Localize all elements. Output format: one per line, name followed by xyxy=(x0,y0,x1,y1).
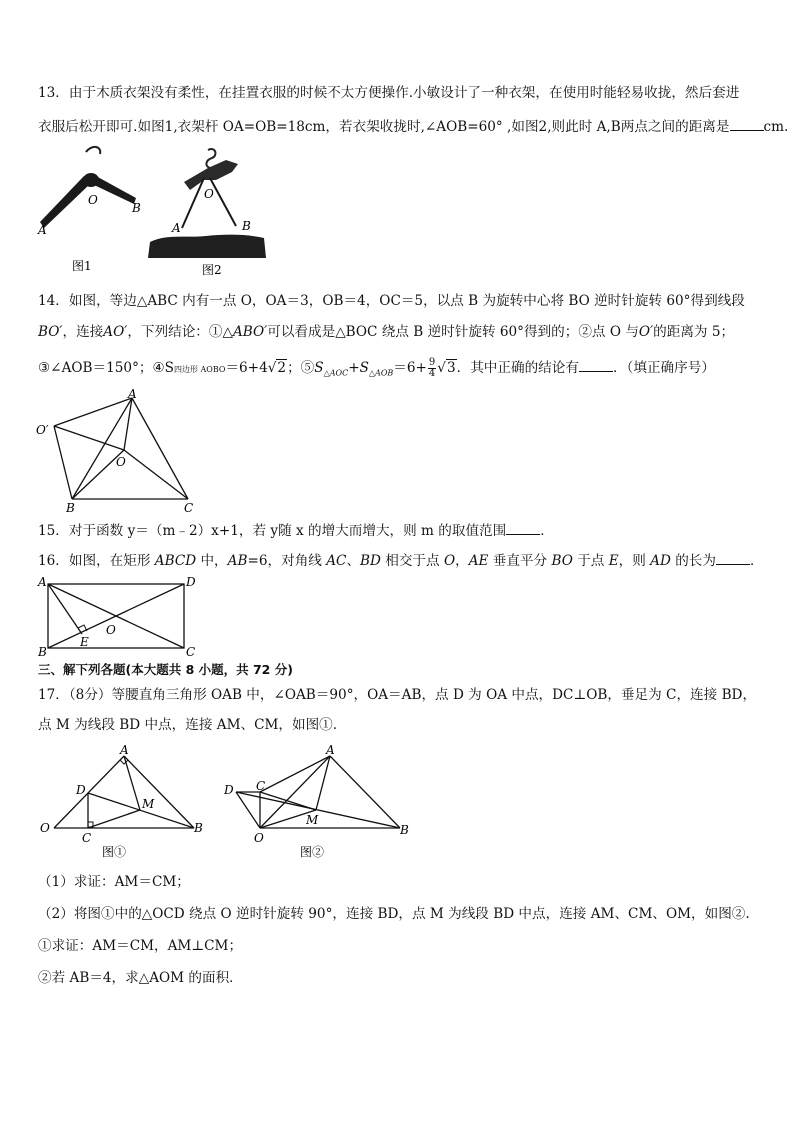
q17-fig1-label-A: A xyxy=(120,743,129,757)
q14-text: 可以看成是△BOC 绕点 B 逆时针旋转 60°得到的；②点 O 与 xyxy=(267,324,639,340)
q17-fig2-label-D: D xyxy=(224,783,234,797)
q17-fig2-label-A: A xyxy=(326,743,335,757)
q16-label-A: A xyxy=(38,575,47,589)
q14-radicand: 3 xyxy=(446,360,456,376)
q17-fig2-label-O: O xyxy=(254,831,264,845)
q16-label-O: O xyxy=(106,623,116,637)
q14-area-S: S xyxy=(359,360,369,376)
q17-line2: 点 M 为线段 BD 中点，连接 AM、CM，如图①. xyxy=(38,717,338,733)
q16-point: E xyxy=(608,553,619,569)
q14-text: ；⑤ xyxy=(287,360,315,376)
q16-text: =6，对角线 xyxy=(247,553,327,569)
q16-text: 16．如图，在矩形 xyxy=(38,553,155,569)
q17-fig1-caption: 图① xyxy=(102,845,127,859)
q15-end: ． xyxy=(540,523,554,539)
q14-radicand: 2 xyxy=(277,360,287,376)
q14-answer-blank[interactable] xyxy=(579,358,613,372)
q17-figure2 xyxy=(218,742,418,862)
hanger-arm-right xyxy=(92,176,136,204)
q17-sub1: ①求证：AM＝CM，AM⊥CM； xyxy=(38,938,243,954)
q14-text: ．其中正确的结论有 xyxy=(456,360,579,376)
q13-fig2-label-B: B xyxy=(242,219,251,233)
q14-subscript: 四边形 AOBO xyxy=(173,365,226,374)
q16-end: ． xyxy=(750,553,764,569)
q16-figure xyxy=(34,574,198,658)
q14-figure xyxy=(34,386,204,514)
q14-label-O-prime: O′ xyxy=(36,423,49,437)
q14-seg-BO-prime: BO′ xyxy=(38,324,63,340)
q16-text: ， xyxy=(455,553,469,569)
q17-fig1-label-D: D xyxy=(76,783,86,797)
q14-line3: ③∠AOB＝150°；④S四边形 AOBO＝6+4√2；$⑤S_{\triangle AOC}+S_{\triangle AOB}=6+$ $\frac{9}{4}$ √3．其中正确的结论有 ．（填正确序号） xyxy=(38,357,715,379)
q14-label-A: A xyxy=(128,387,137,401)
q14-triangle-ABO-prime: △ABO′ xyxy=(222,324,268,340)
q16-text: ，则 xyxy=(618,553,651,569)
q17-fig1-label-O: O xyxy=(40,821,50,835)
q17-fig1-label-B: B xyxy=(194,821,203,835)
q14-text: ③∠AOB＝150°；④S xyxy=(38,360,174,376)
q13-figure2 xyxy=(146,142,270,276)
q17-fig2-label-C: C xyxy=(256,779,266,793)
q16-seg: AE xyxy=(468,553,489,569)
q13-label-O: O xyxy=(88,193,98,207)
q13-line2 xyxy=(38,117,789,136)
q16-seg: AC xyxy=(326,553,347,569)
q14-seg-AO-prime: AO′ xyxy=(103,324,128,340)
q13-fig1-caption: 图1 xyxy=(72,259,92,272)
q13-label-A: A xyxy=(38,223,47,237)
q16-rect-name: ABCD xyxy=(154,553,197,569)
q14-line1: 14．如图，等边△ABC 内有一点 O，OA＝3，OB＝4，OC＝5，以点 B 为旋转中心将 BO 逆时针旋转 60°得到线段 xyxy=(38,293,745,309)
q14-point-O-prime: O′ xyxy=(638,324,654,340)
q16-seg: AB xyxy=(227,553,248,569)
q17-sub2: ②若 AB＝4，求△AOM 的面积． xyxy=(38,970,243,986)
q17-line1: 17．（8分）等腰直角三角形 OAB 中，∠OAB＝90°，OA＝AB，点 D 为 OA 中点，DC⊥OB，垂足为 C，连接 BD， xyxy=(38,687,757,703)
q17-part1: （1）求证：AM＝CM； xyxy=(38,874,190,890)
q14-text: ＝6+ xyxy=(393,360,427,376)
q14-subscript: △AOC xyxy=(323,368,349,378)
q17-fig1-label-M: M xyxy=(142,797,155,811)
q14-fraction xyxy=(428,358,436,379)
q13-label-B: B xyxy=(132,201,141,215)
q13-fig2-label-O: O xyxy=(204,187,214,201)
q17-figure1 xyxy=(36,742,208,862)
q15-line xyxy=(38,521,758,540)
q17-fig2-caption: 图② xyxy=(300,845,325,859)
q16-text: 的长为 xyxy=(670,553,716,569)
q15-text: 15．对于函数 y＝（m﹣2）x+1，若 y随 x 的增大而增大，则 m 的取值范围 xyxy=(38,523,507,539)
q13-fig2-caption: 图2 xyxy=(202,263,222,276)
q16-label-D: D xyxy=(186,575,196,589)
q14-area-S: S xyxy=(314,360,324,376)
q16-seg: BD xyxy=(360,553,381,569)
q15-answer-blank[interactable] xyxy=(506,521,540,535)
q13-line2-text: 衣服后松开即可.如图1,衣架杆 OA=OB=18cm，若衣架收拢时,∠AOB=60° ,如图2,则此时 A,B两点之间的距离是 xyxy=(38,119,730,135)
q16-seg: BO xyxy=(551,553,573,569)
q16-text: 、 xyxy=(346,553,361,569)
q14-text: 的距离为 5； xyxy=(653,324,735,340)
q17-fig1-label-C: C xyxy=(82,831,92,845)
q14-text: ，下列结论：① xyxy=(127,324,223,340)
q13-fig2-label-A: A xyxy=(172,221,181,235)
fraction-denominator: 4 xyxy=(428,368,436,379)
section3-heading: 三、解下列各题(本大题共 8 小题，共 72 分) xyxy=(38,662,293,677)
fraction-numerator: 9 xyxy=(428,357,436,368)
q16-seg: AD xyxy=(650,553,671,569)
q16-answer-blank[interactable] xyxy=(716,551,750,565)
q14-subscript: △AOB xyxy=(368,368,394,378)
q16-label-C: C xyxy=(186,645,196,658)
q14-line2 xyxy=(38,323,758,341)
q17-fig2-label-B: B xyxy=(400,823,409,837)
q16-text: 中， xyxy=(196,553,228,569)
q16-text: 相交于点 xyxy=(380,553,444,569)
q17-part2: （2）将图①中的△OCD 绕点 O 逆时针旋转 90°，连接 BD，点 M 为线段 BD 中点，连接 AM、CM、OM，如图②. xyxy=(38,906,750,922)
q14-text: ＝6+4 xyxy=(225,360,268,376)
q14-text: ．（填正确序号） xyxy=(612,360,715,376)
q13-unit: cm. xyxy=(763,119,789,135)
q16-label-E: E xyxy=(80,635,89,649)
q16-line xyxy=(38,551,764,570)
q17-fig2-label-M: M xyxy=(306,813,319,827)
q16-text: 垂直平分 xyxy=(488,553,552,569)
q14-text: ，连接 xyxy=(62,324,104,340)
q14-text: + xyxy=(348,360,360,376)
q16-label-B: B xyxy=(38,645,47,658)
hanger2-cloth-top xyxy=(184,160,238,190)
hanger-arm-left xyxy=(40,176,90,228)
q14-label-B: B xyxy=(66,501,75,514)
hanger2-cloth-bottom xyxy=(148,235,266,258)
q16-text: 于点 xyxy=(572,553,609,569)
q13-figure1 xyxy=(36,142,148,272)
q14-label-O: O xyxy=(116,455,126,469)
q14-label-C: C xyxy=(184,501,194,514)
q16-point: O xyxy=(443,553,456,569)
q13-answer-blank[interactable] xyxy=(730,117,764,131)
q13-line1: 13．由于木质衣架没有柔性，在挂置衣服的时候不太方便操作.小敏设计了一种衣架，在使用时能轻易收拢，然后套进 xyxy=(38,85,740,101)
